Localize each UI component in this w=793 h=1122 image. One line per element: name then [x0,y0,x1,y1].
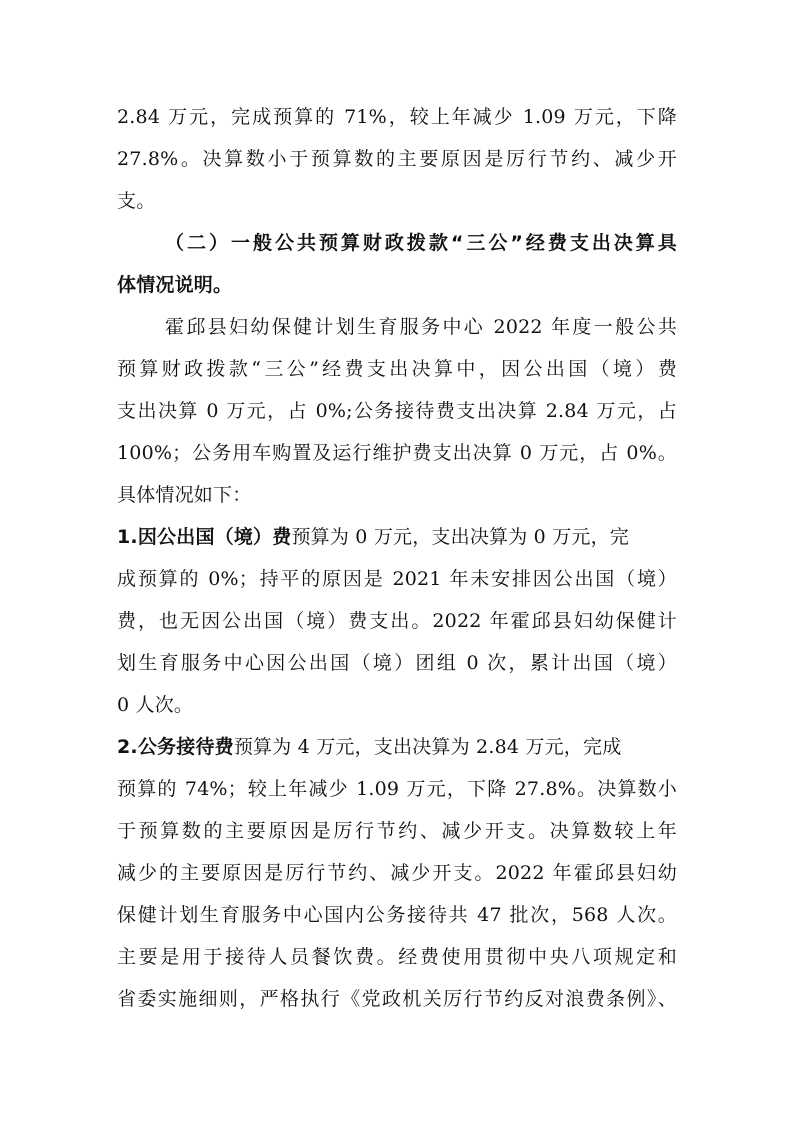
paragraph-line: 于预算数的主要原因是厉行节约、减少开支。决算数较上年 [117,820,677,842]
paragraph-line: 支出决算 0 万元，占 0%;公务接待费支出决算 2.84 万元，占 [117,400,677,422]
paragraph-line: 保健计划生育服务中心国内公务接待共 47 批次，568 人次。 [117,904,677,926]
paragraph-line [117,735,677,759]
paragraph-line: 费，也无因公出国（境）费支出。2022 年霍邱县妇幼保健计 [117,610,677,632]
paragraph-line: 省委实施细则，严格执行《党政机关厉行节约反对浪费条例》、 [117,988,677,1010]
paragraph-line: 100%；公务用车购置及运行维护费支出决算 0 万元，占 0%。 [117,442,677,464]
paragraph-line: 2.84 万元，完成预算的 71%，较上年减少 1.09 万元，下降 [117,106,677,128]
paragraph-line: 0 人次。 [117,694,194,716]
paragraph-line: 划生育服务中心因公出国（境）团组 0 次，累计出国（境） [117,652,677,674]
item-heading: 2.公务接待费 [117,736,234,758]
item-text: 预算为 0 万元，支出决算为 0 万元，完 [291,526,629,548]
item-heading: 1.因公出国（境）费 [117,526,292,548]
paragraph-line: 主要是用于接待人员餐饮费。经费使用贯彻中央八项规定和 [117,946,677,968]
paragraph-line: 预算财政拨款“三公”经费支出决算中，因公出国（境）费 [117,358,677,380]
section-heading: 体情况说明。 [117,274,233,296]
paragraph-line: 支。 [117,190,156,212]
paragraph-line: 27.8%。决算数小于预算数的主要原因是厉行节约、减少开 [117,148,677,170]
section-heading: （二）一般公共预算财政拨款“三公”经费支出决算具 [165,232,677,254]
paragraph-line: 减少的主要原因是厉行节约、减少开支。2022 年霍邱县妇幼 [117,862,677,884]
paragraph-line: 预算的 74%；较上年减少 1.09 万元，下降 27.8%。决算数小 [117,778,677,800]
paragraph-line: 霍邱县妇幼保健计划生育服务中心 2022 年度一般公共 [165,316,677,338]
paragraph-line [117,525,677,549]
item-text: 预算为 4 万元，支出决算为 2.84 万元，完成 [233,736,622,758]
paragraph-line: 具体情况如下： [117,484,252,506]
paragraph-line: 成预算的 0%；持平的原因是 2021 年未安排因公出国（境） [117,568,677,590]
